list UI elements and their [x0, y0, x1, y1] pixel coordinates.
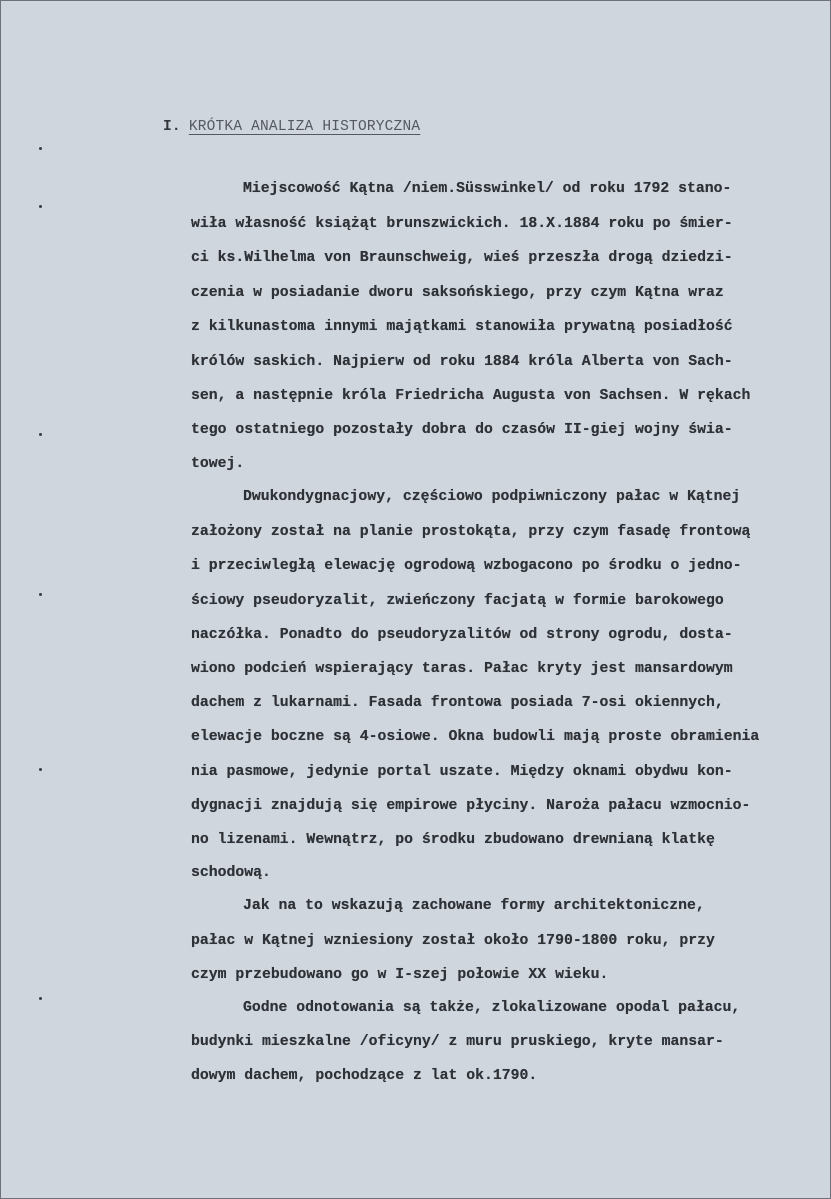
- text-line: czenia w posiadanie dworu saksońskiego, przy czym Kątna wraz: [191, 285, 724, 301]
- text-line: sen, a następnie króla Friedricha Augusta von Sachsen. W rękach: [191, 388, 751, 404]
- text-line: Godne odnotowania są także, zlokalizowane opodal pałacu,: [243, 1000, 741, 1016]
- margin-dot-icon: [39, 768, 42, 771]
- text-line: towej.: [191, 456, 245, 472]
- section-title: KRÓTKA ANALIZA HISTORYCZNA: [188, 119, 421, 135]
- text-line: no lizenami. Wewnątrz, po środku zbudowano drewnianą klatkę: [191, 832, 715, 848]
- text-line: budynki mieszkalne /oficyny/ z muru pruskiego, kryte mansar-: [191, 1034, 724, 1050]
- section-number: I.: [163, 119, 181, 135]
- margin-dot-icon: [39, 997, 42, 1000]
- margin-dot-icon: [39, 593, 42, 596]
- text-line: czym przebudowano go w I-szej połowie XX wieku.: [191, 967, 609, 983]
- text-line: naczółka. Ponadto do pseudoryzalitów od strony ogrodu, dosta-: [191, 627, 733, 643]
- text-line: Miejscowość Kątna /niem.Süsswinkel/ od roku 1792 stano-: [243, 181, 732, 197]
- text-line: Jak na to wskazują zachowane formy architektoniczne,: [243, 898, 705, 914]
- text-line: dygnacji znajdują się empirowe płyciny. Naroża pałacu wzmocnio-: [191, 798, 751, 814]
- margin-dot-icon: [39, 147, 42, 150]
- section-heading: [163, 119, 420, 135]
- text-line: ci ks.Wilhelma von Braunschweig, wieś przeszła drogą dziedzi-: [191, 250, 733, 266]
- text-line: Dwukondygnacjowy, częściowo podpiwniczony pałac w Kątnej: [243, 489, 741, 505]
- text-line: schodową.: [191, 865, 271, 881]
- margin-dot-icon: [39, 205, 42, 208]
- text-line: i przeciwległą elewację ogrodową wzbogacono po środku o jedno-: [191, 558, 742, 574]
- text-line: pałac w Kątnej wzniesiony został około 1790-1800 roku, przy: [191, 933, 715, 949]
- text-line: wiono podcień wspierający taras. Pałac kryty jest mansardowym: [191, 661, 733, 677]
- text-line: dachem z lukarnami. Fasada frontowa posiada 7-osi okiennych,: [191, 695, 724, 711]
- text-line: ściowy pseudoryzalit, zwieńczony facjatą w formie barokowego: [191, 593, 724, 609]
- text-line: królów saskich. Najpierw od roku 1884 króla Alberta von Sach-: [191, 354, 733, 370]
- text-line: nia pasmowe, jedynie portal uszate. Między oknami obydwu kon-: [191, 764, 733, 780]
- text-line: założony został na planie prostokąta, przy czym fasadę frontową: [191, 524, 751, 540]
- margin-dot-icon: [39, 433, 42, 436]
- text-line: elewacje boczne są 4-osiowe. Okna budowli mają proste obramienia: [191, 729, 760, 745]
- text-line: tego ostatniego pozostały dobra do czasów II-giej wojny świa-: [191, 422, 733, 438]
- text-line: dowym dachem, pochodzące z lat ok.1790.: [191, 1068, 538, 1084]
- text-line: wiła własność książąt brunszwickich. 18.X.1884 roku po śmier-: [191, 216, 733, 232]
- text-line: z kilkunastoma innymi majątkami stanowiła prywatną posiadłość: [191, 319, 733, 335]
